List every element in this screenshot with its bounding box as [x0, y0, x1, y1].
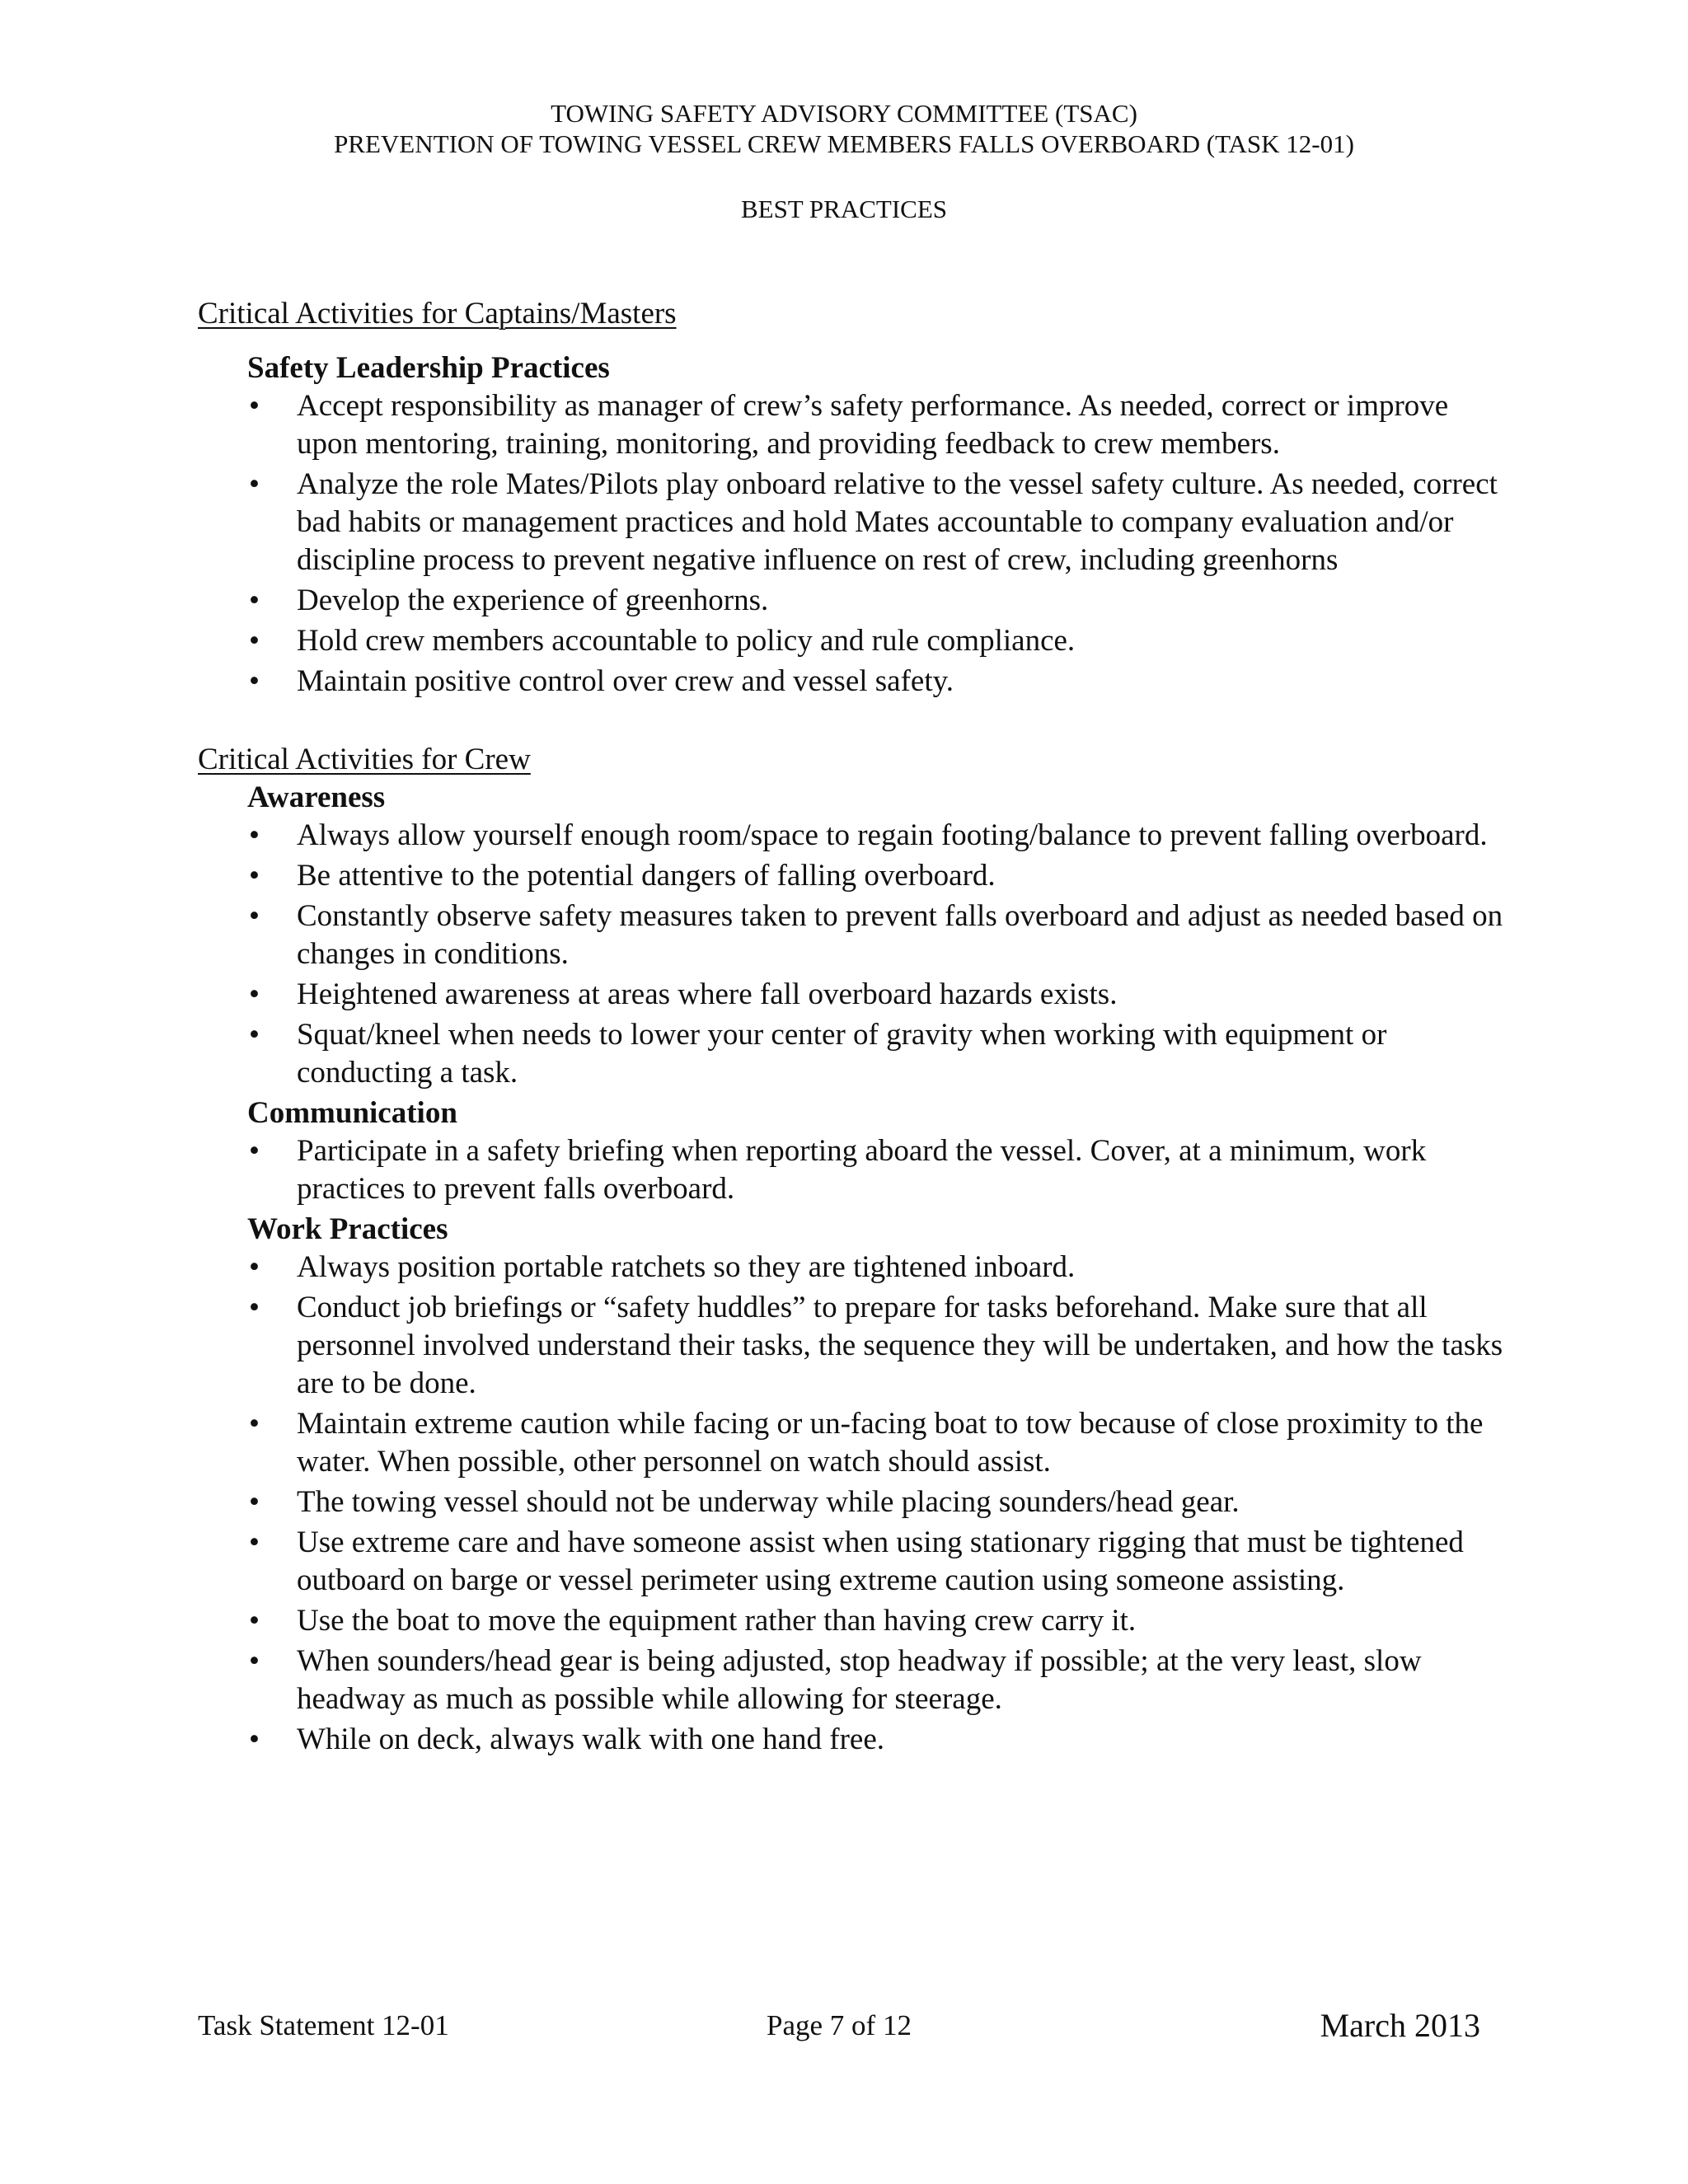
- list-item: • Squat/kneel when needs to lower your center of gravity when working with equipment or conducting a task.: [247, 1016, 1508, 1092]
- header-committee: TOWING SAFETY ADVISORY COMMITTEE (TSAC): [551, 99, 1137, 128]
- list-item: • Maintain positive control over crew and vessel safety.: [247, 663, 1508, 701]
- list-item: • Constantly observe safety measures taken to prevent falls overboard and adjust as needed based on changes in conditions.: [247, 898, 1508, 973]
- list-item: • Use extreme care and have someone assist when using stationary rigging that must be tightened outboard on barge or vessel perimeter using extreme caution using someone assisting.: [247, 1524, 1508, 1600]
- list-item: • Always allow yourself enough room/space to regain footing/balance to prevent falling overboard.: [247, 817, 1508, 855]
- list-item: • Conduct job briefings or “safety huddles” to prepare for tasks beforehand. Make sure that all personnel involved understand their tasks, the sequence they will be undertaken, and how the tasks are to be done.: [247, 1289, 1508, 1403]
- list-item: • When sounders/head gear is being adjusted, stop headway if possible; at the very least, slow headway as much as possible while allowing for steerage.: [247, 1643, 1508, 1718]
- footer-task-statement: Task Statement 12-01: [198, 2009, 449, 2041]
- subhead-safety-leadership: Safety Leadership Practices: [247, 351, 610, 385]
- list-item: • Participate in a safety briefing when reporting aboard the vessel. Cover, at a minimum, work practices to prevent falls overboard.: [247, 1132, 1508, 1208]
- footer-date: March 2013: [1320, 2007, 1480, 2044]
- list-item: • While on deck, always walk with one hand free.: [247, 1721, 1508, 1759]
- header-task-title: PREVENTION OF TOWING VESSEL CREW MEMBERS FALLS OVERBOARD (TASK 12-01): [334, 129, 1354, 158]
- header-best-practices: BEST PRACTICES: [740, 194, 948, 223]
- section-title-captains: Critical Activities for Captains/Masters: [198, 297, 677, 330]
- leadership-list: [247, 387, 1508, 701]
- list-item: • Maintain extreme caution while facing or un-facing boat to tow because of close proximity to the water. When possible, other personnel on watch should assist.: [247, 1405, 1508, 1481]
- section-title-crew: Critical Activities for Crew: [198, 743, 531, 776]
- subhead-work-practices: Work Practices: [247, 1212, 448, 1246]
- list-item: • Hold crew members accountable to policy and rule compliance.: [247, 622, 1508, 660]
- list-item: • The towing vessel should not be underway while placing sounders/head gear.: [247, 1483, 1508, 1521]
- list-item: • Analyze the role Mates/Pilots play onboard relative to the vessel safety culture. As needed, correct bad habits or management practices and hold Mates accountable to company evaluation and/or discipline process to prevent negative influence on rest of crew, including greenhorns: [247, 466, 1508, 579]
- list-item: • Be attentive to the potential dangers of falling overboard.: [247, 857, 1508, 895]
- document-body: [198, 295, 1508, 1761]
- list-item: • Heightened awareness at areas where fall overboard hazards exists.: [247, 976, 1508, 1014]
- subhead-communication: Communication: [247, 1096, 457, 1130]
- footer-page-number: Page 7 of 12: [767, 2009, 912, 2041]
- awareness-list: [247, 817, 1508, 1092]
- list-item: • Accept responsibility as manager of crew’s safety performance. As needed, correct or improve upon mentoring, training, monitoring, and providing feedback to crew members.: [247, 387, 1508, 463]
- work-practices-list: [247, 1249, 1508, 1759]
- communication-list: [247, 1132, 1508, 1208]
- list-item: • Develop the experience of greenhorns.: [247, 582, 1508, 620]
- list-item: • Always position portable ratchets so they are tightened inboard.: [247, 1249, 1508, 1286]
- page-footer: [198, 2009, 1480, 2050]
- list-item: • Use the boat to move the equipment rather than having crew carry it.: [247, 1602, 1508, 1640]
- subhead-awareness: Awareness: [247, 780, 386, 814]
